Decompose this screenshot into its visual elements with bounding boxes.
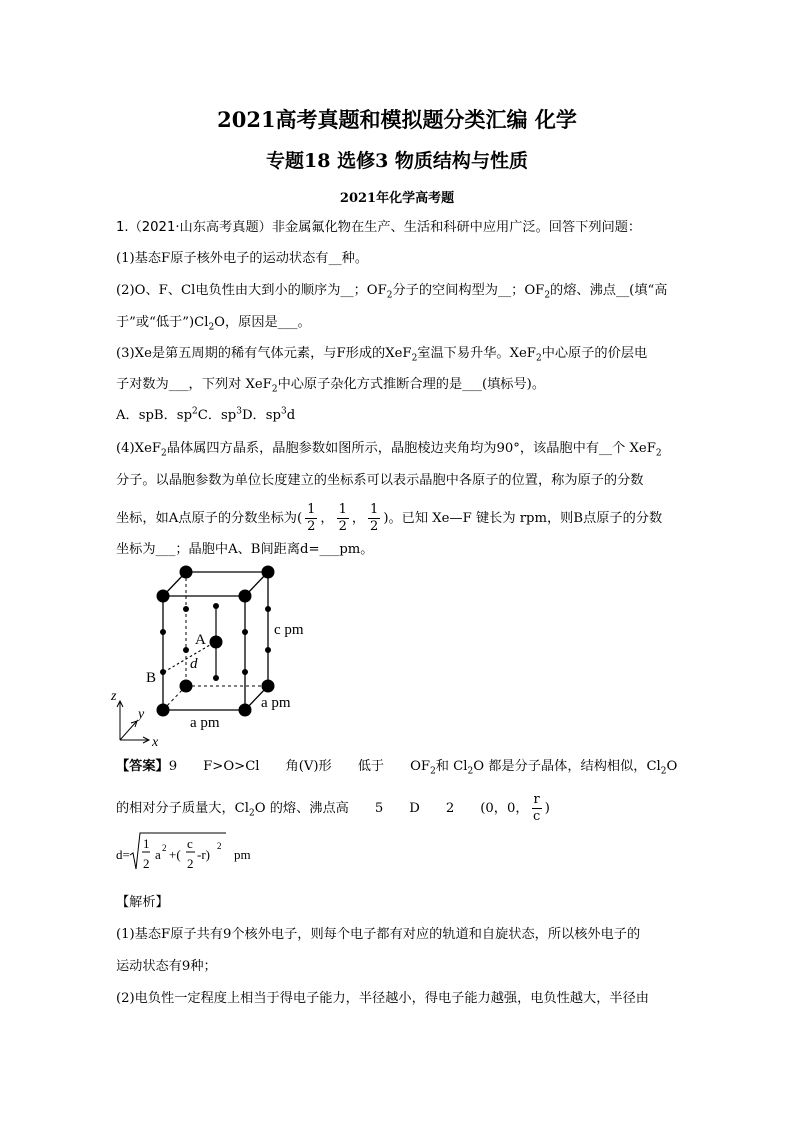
- f-atom: [213, 675, 219, 681]
- axis-z-label: z: [111, 689, 117, 704]
- y-axis-line: [120, 722, 136, 740]
- fraction-numerator: 1: [338, 502, 347, 517]
- subscript: 2: [271, 384, 278, 395]
- fraction-numerator: r: [533, 792, 540, 807]
- xe-atom-corner: [157, 704, 170, 717]
- xe-atom-corner: [180, 566, 193, 579]
- text-span: O，原因是___。: [214, 315, 311, 330]
- answer-item: 2: [445, 801, 455, 816]
- answer-item: F>O>Cl: [203, 759, 260, 774]
- formula-plus: +(: [169, 847, 181, 862]
- subscript: 2: [249, 808, 255, 819]
- text-span: OF: [410, 759, 431, 774]
- fraction-denominator: 2: [307, 519, 316, 534]
- answer-tag: 【答案】: [116, 759, 169, 774]
- subscript: 2: [161, 448, 167, 459]
- f-atom: [213, 603, 219, 609]
- document-title: 2021高考真题和模拟题分类汇编 化学: [217, 107, 577, 132]
- text-span: (0，0，: [480, 801, 529, 816]
- fraction-numerator: 1: [370, 502, 379, 517]
- fraction-half: [337, 502, 349, 535]
- text-span: )。已知 Xe—F 键长为 rpm，则B点原子的分数: [383, 511, 663, 526]
- formula-exp: 2: [217, 841, 222, 851]
- section-title: 2021年化学高考题: [339, 191, 455, 206]
- f-atom: [242, 629, 248, 635]
- text-span: (2)O、F、Cl电负性由大到小的顺序为__；OF: [116, 283, 387, 298]
- text-span: 于”或“低于”)Cl: [116, 315, 209, 330]
- answer-item: 9: [168, 759, 178, 774]
- formula-prefix: d=: [116, 847, 130, 862]
- subscript: 2: [467, 766, 474, 777]
- answer-item: 5: [374, 801, 384, 816]
- text-span: 分子的空间构型为__；OF: [392, 283, 545, 298]
- f-atom: [265, 606, 271, 612]
- xe-atom-corner: [262, 680, 275, 693]
- text-span: 晶体属四方晶系，晶胞参数如图所示，晶胞棱边夹角均为90°，该晶胞中有__个 XeF: [166, 441, 656, 456]
- label-a: A: [195, 632, 206, 648]
- formula-a: a: [155, 847, 161, 862]
- text-span: 中心原子杂化方式推断合理的是___(填标号)。: [277, 377, 546, 392]
- question-part-2-line-1: [116, 281, 686, 301]
- xe-atom-corner: [239, 704, 252, 717]
- text-span: O 的熔、沸点高: [254, 801, 349, 816]
- text-span: 的熔、沸点__(填“高: [550, 283, 668, 298]
- superscript: 3: [280, 406, 287, 417]
- xe-atom-corner: [157, 590, 170, 603]
- question-part-2-line-2: [116, 313, 686, 333]
- fraction-r-over-c: [532, 792, 542, 825]
- subscript: 2: [660, 766, 667, 777]
- fraction-numerator: 1: [307, 502, 316, 517]
- formula-c: c: [187, 836, 193, 851]
- fraction-denominator: c: [533, 809, 541, 824]
- f-atom: [160, 669, 166, 675]
- superscript: 2: [192, 406, 198, 417]
- text-span: 和 Cl: [435, 759, 468, 774]
- xe-atom-corner: [262, 566, 275, 579]
- subscript: 2: [535, 353, 542, 364]
- question-part-4-line-3: [116, 502, 686, 535]
- topic-title: 专题18 选修3 物质结构与性质: [266, 150, 528, 172]
- xe-atom-center: [210, 636, 223, 649]
- formula-half-num: 1: [143, 836, 150, 851]
- text-span: ，: [351, 511, 366, 526]
- label-c-pm: c pm: [274, 622, 304, 638]
- option-c: C．sp: [197, 408, 237, 423]
- distance-formula: [116, 829, 286, 879]
- question-part-3-line-2: [116, 375, 686, 395]
- text-span: (4)XeF: [116, 441, 162, 456]
- analysis-tag: 【解析】: [116, 895, 169, 910]
- formula-r: -r): [197, 847, 210, 862]
- question-part-1: (1)基态F原子核外电子的运动状态有__种。: [116, 251, 369, 266]
- question-part-4-line-4: 坐标为___；晶胞中A、B间距离d=___pm。: [116, 542, 374, 557]
- formula-half-den: 2: [143, 856, 150, 871]
- label-a-pm-right: a pm: [261, 695, 291, 711]
- formula-c-den: 2: [187, 856, 194, 871]
- text-span: 中心原子的价层电: [541, 346, 648, 361]
- answer-line-2: [116, 792, 686, 825]
- text-span: 室温下易升华。XeF: [417, 346, 536, 361]
- question-part-4-line-1: [116, 439, 686, 459]
- answer-item: 角(V)形: [285, 759, 332, 774]
- label-a-pm-bottom: a pm: [190, 715, 220, 731]
- answer-line-1: [116, 757, 686, 777]
- answer-options: [116, 406, 686, 426]
- label-b: B: [146, 670, 157, 686]
- fraction-denominator: 2: [338, 519, 347, 534]
- text-span: O 都是分子晶体，结构相似，Cl: [473, 759, 661, 774]
- text-span: O: [666, 759, 678, 774]
- subscript: 2: [386, 290, 393, 301]
- f-atom: [265, 647, 271, 653]
- analysis-line-1: (1)基态F原子共有9个核外电子，则每个电子都有对应的轨道和自旋状态，所以核外电子的: [116, 927, 641, 942]
- superscript: 3: [236, 406, 242, 417]
- axis-y-label: y: [138, 707, 145, 722]
- f-atom: [183, 647, 189, 653]
- formula-unit: pm: [234, 847, 251, 862]
- text-span: 坐标，如A点原子的分数坐标为(: [116, 511, 303, 526]
- option-d: D．sp: [241, 408, 281, 423]
- subscript: 2: [544, 290, 551, 301]
- formula-svg: [116, 829, 286, 879]
- label-d: d: [190, 656, 198, 672]
- text-span: ，: [320, 511, 334, 526]
- question-part-4-line-2: 分子。以晶胞参数为单位长度建立的坐标系可以表示晶胞中各原子的位置，称为原子的分数: [116, 473, 644, 488]
- f-atom: [242, 669, 248, 675]
- text-span: d: [286, 408, 296, 423]
- f-atom: [160, 629, 166, 635]
- text-span: (3)Xe是第五周期的稀有气体元素，与F形成的XeF: [116, 346, 412, 361]
- analysis-line-3: (2)电负性一定程度上相当于得电子能力，半径越小，得电子能力越强，电负性越大，半径由: [116, 991, 649, 1006]
- formula-a-exp: 2: [162, 843, 167, 853]
- f-atom: [183, 606, 189, 612]
- question-part-3-line-1: [116, 344, 686, 364]
- text-span: 子对数为___，下列对 XeF: [116, 377, 272, 392]
- fraction-half: [305, 502, 317, 535]
- xe-atom-corner: [180, 680, 193, 693]
- crystal-cell-diagram: [108, 562, 318, 752]
- analysis-line-2: 运动状态有9种；: [116, 959, 217, 974]
- subscript: 2: [430, 766, 436, 777]
- question-intro: 1.（2021·山东高考真题）非金属氟化物在生产、生活和科研中应用广泛。回答下列问题：: [116, 220, 642, 235]
- text-span: ): [544, 801, 550, 816]
- subscript: 2: [655, 448, 662, 459]
- text-span: 的相对分子质量大，Cl: [116, 801, 249, 816]
- answer-item: 低于: [357, 759, 385, 774]
- subscript: 2: [208, 322, 215, 333]
- subscript: 2: [411, 353, 418, 364]
- answer-item: D: [409, 801, 420, 816]
- option-a-b: A．spB．sp: [116, 408, 193, 423]
- fraction-denominator: 2: [370, 519, 379, 534]
- xe-atom-corner: [239, 590, 252, 603]
- axis-x-label: x: [152, 735, 159, 750]
- fraction-half: [368, 502, 380, 535]
